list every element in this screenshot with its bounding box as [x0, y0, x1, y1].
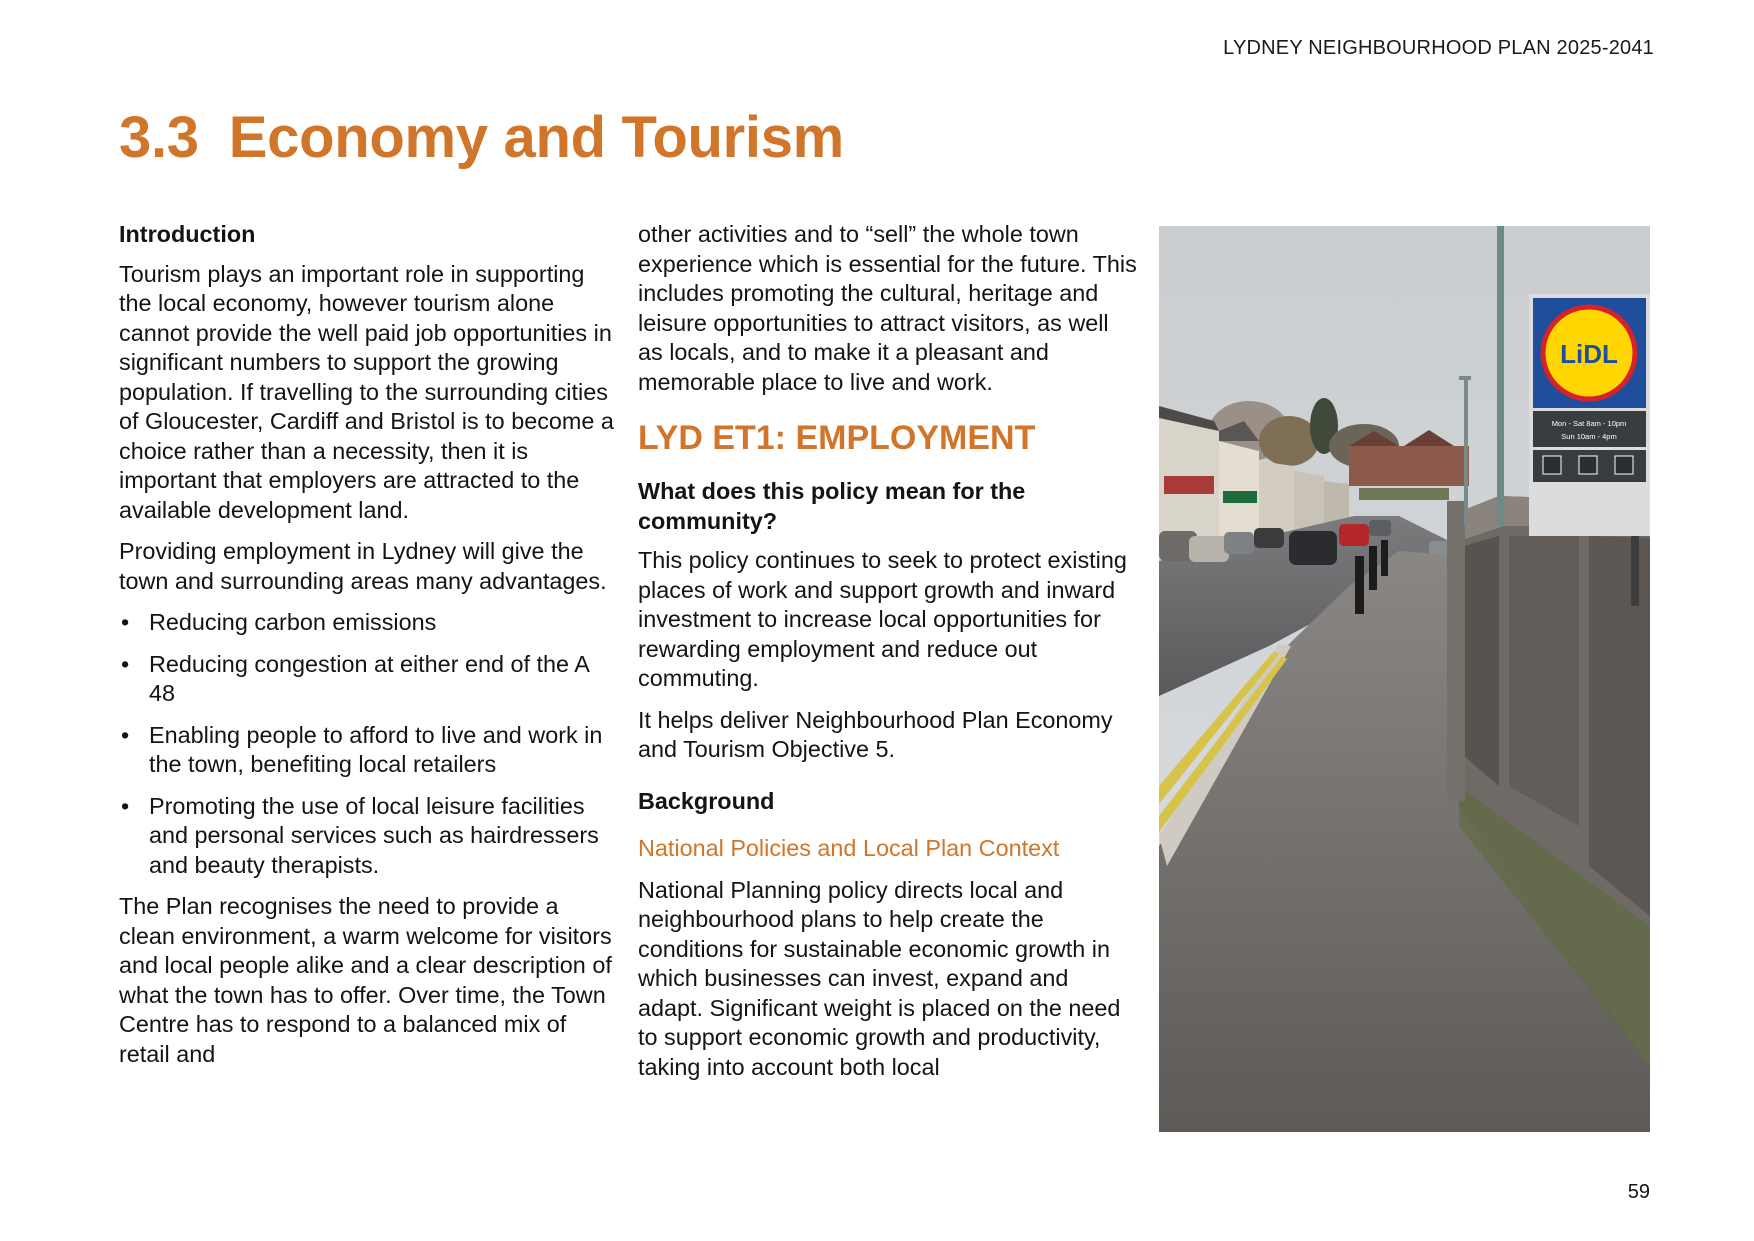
plan-paragraph: The Plan recognises the need to provide a clean environment, a warm welcome for visitors and local people alike and a clear description of what the town has to offer. Over time, the Town Centre has to respond to a balanced mix of retail and — [119, 893, 612, 1067]
street-photo — [1159, 226, 1650, 1132]
opening-hours-weekday: Mon - Sat 8am - 10pm — [1551, 419, 1627, 428]
list-item: • Promoting the use of local leisure facilities and personal services such as hairdressers and beauty therapists. — [119, 792, 619, 881]
objective-paragraph: It helps deliver Neighbourhood Plan Economy and Tourism Objective 5. — [638, 706, 1113, 762]
national-policy-paragraph: National Planning policy directs local and neighbourhood plans to help create the conditions for sustainable economic growth in which businesses can invest, expand and adapt. Significant weight is placed on the need to support economic growth and productivity, taking into account both local — [638, 876, 1121, 1080]
street-scene-illustration — [1159, 226, 1650, 1132]
introduction-heading: Introduction — [119, 221, 256, 247]
advantages-list — [119, 608, 619, 880]
list-item: • Reducing carbon emissions — [119, 608, 619, 638]
list-item: • Reducing congestion at either end of the A 48 — [119, 650, 619, 709]
lidl-sign — [1529, 294, 1650, 536]
continuation-paragraph: other activities and to “sell” the whole town experience which is essential for the future. This includes promoting the cultural, heritage and leisure opportunities to attract visitors, as well as locals, and to make it a pleasant and memorable place to live and work. — [638, 221, 1137, 395]
list-item: • Enabling people to afford to live and work in the town, benefiting local retailers — [119, 721, 619, 780]
policy-paragraph: This policy continues to seek to protect existing places of work and support growth and inward investment to increase local opportunities for rewarding employment and reduce out commuting. — [638, 547, 1127, 691]
section-title: Economy and Tourism — [228, 105, 844, 170]
page-number: 59 — [1627, 1181, 1650, 1203]
context-subheading: National Policies and Local Plan Context — [638, 835, 1060, 861]
question-heading: What does this policy mean for the community? — [638, 478, 1026, 534]
background-heading: Background — [638, 787, 775, 814]
left-column — [119, 220, 619, 1081]
opening-hours-sunday: Sun 10am - 4pm — [1561, 432, 1617, 441]
intro-paragraph: Tourism plays an important role in supporting the local economy, however tourism alone cannot provide the well paid job opportunities in significant numbers to support the growing population. If travelling to the surrounding cities of Gloucester, Cardiff and Bristol is to become a choice rather than a necessity, then it is important that employers are attracted to the available development land. — [119, 260, 614, 523]
running-header: LYDNEY NEIGHBOURHOOD PLAN 2025-2041 — [1223, 37, 1654, 59]
middle-column — [638, 220, 1138, 1094]
lidl-logo-text: LiDL — [1560, 339, 1618, 369]
section-number: 3.3 — [119, 105, 199, 170]
policy-heading: LYD ET1: EMPLOYMENT — [638, 419, 1036, 457]
page-title — [119, 104, 844, 171]
advantages-paragraph: Providing employment in Lydney will give the town and surrounding areas many advantages. — [119, 538, 607, 594]
